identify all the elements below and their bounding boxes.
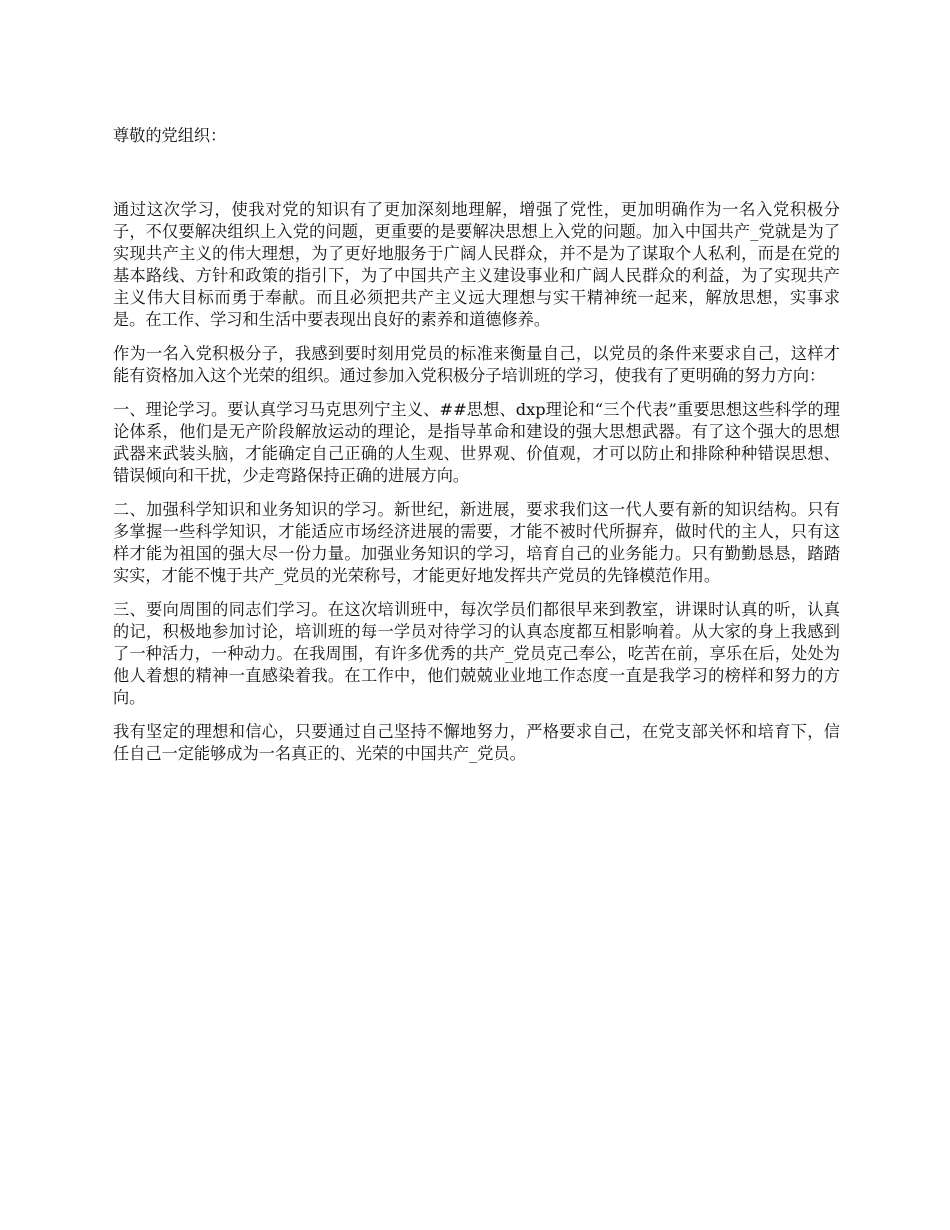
paragraph-knowledge-study: 二、加强科学知识和业务知识的学习。新世纪，新进展，要求我们这一代人要有新的知识结构。只有多掌握一些科学知识，才能适应市场经济进展的需要，才能不被时代所摒弃，做时代的主人，只有这样才能为祖国的强大尽一份力量。加强业务知识的学习，培育自己的业务能力。只有勤勤恳恳，踏踏实实，才能不愧于共产_党员的光荣称号，才能更好地发挥共产党员的先锋模范作用。 [113,500,840,585]
salutation: 尊敬的党组织： [113,126,227,145]
paragraph-conclusion: 我有坚定的理想和信心，只要通过自己坚持不懈地努力，严格要求自己，在党支部关怀和培育下，信任自己一定能够成为一名真正的、光荣的中国共产_党员。 [113,722,840,763]
paragraph-direction: 作为一名入党积极分子，我感到要时刻用党员的标准来衡量自己，以党员的条件来要求自己，这样才能有资格加入这个光荣的组织。通过参加入党积极分子培训班的学习，使我有了更明确的努力方向： [113,344,840,385]
paragraph-learn-from-comrades: 三、要向周围的同志们学习。在这次培训班中，每次学员们都很早来到教室，讲课时认真的听，认真的记，积极地参加讨论，培训班的每一学员对待学习的认真态度都互相影响着。从大家的身上我感到了一种活力，一种动力。在我周围，有许多优秀的共产_党员克己奉公，吃苦在前，享乐在后，处处为他人着想的精神一直感染着我。在工作中，他们兢兢业业地工作态度一直是我学习的榜样和努力的方向。 [113,600,840,707]
paragraph-theory-study: 一、理论学习。要认真学习马克思列宁主义、##思想、dxp理论和“三个代表”重要思想这些科学的理论体系，他们是无产阶段解放运动的理论，是指导革命和建设的强大思想武器。有了这个强大的思想武器来武装头脑，才能确定自己正确的人生观、世界观、价值观，才可以防止和排除种种错误思想、错误倾向和干扰，少走弯路保持正确的进展方向。 [113,400,840,485]
paragraph-intro: 通过这次学习，使我对党的知识有了更加深刻地理解，增强了党性，更加明确作为一名入党积极分子，不仅要解决组织上入党的问题，更重要的是要解决思想上入党的问题。加入中国共产_党就是为了实现共产主义的伟大理想，为了更好地服务于广阔人民群众，并不是为了谋取个人私利，而是在党的基本路线、方针和政策的指引下，为了中国共产主义建设事业和广阔人民群众的利益，为了实现共产主义伟大目标而勇于奉献。而且必须把共产主义远大理想与实干精神统一起来，解放思想，实事求是。在工作、学习和生活中要表现出良好的素养和道德修养。 [113,200,840,329]
letter-body [113,125,840,777]
